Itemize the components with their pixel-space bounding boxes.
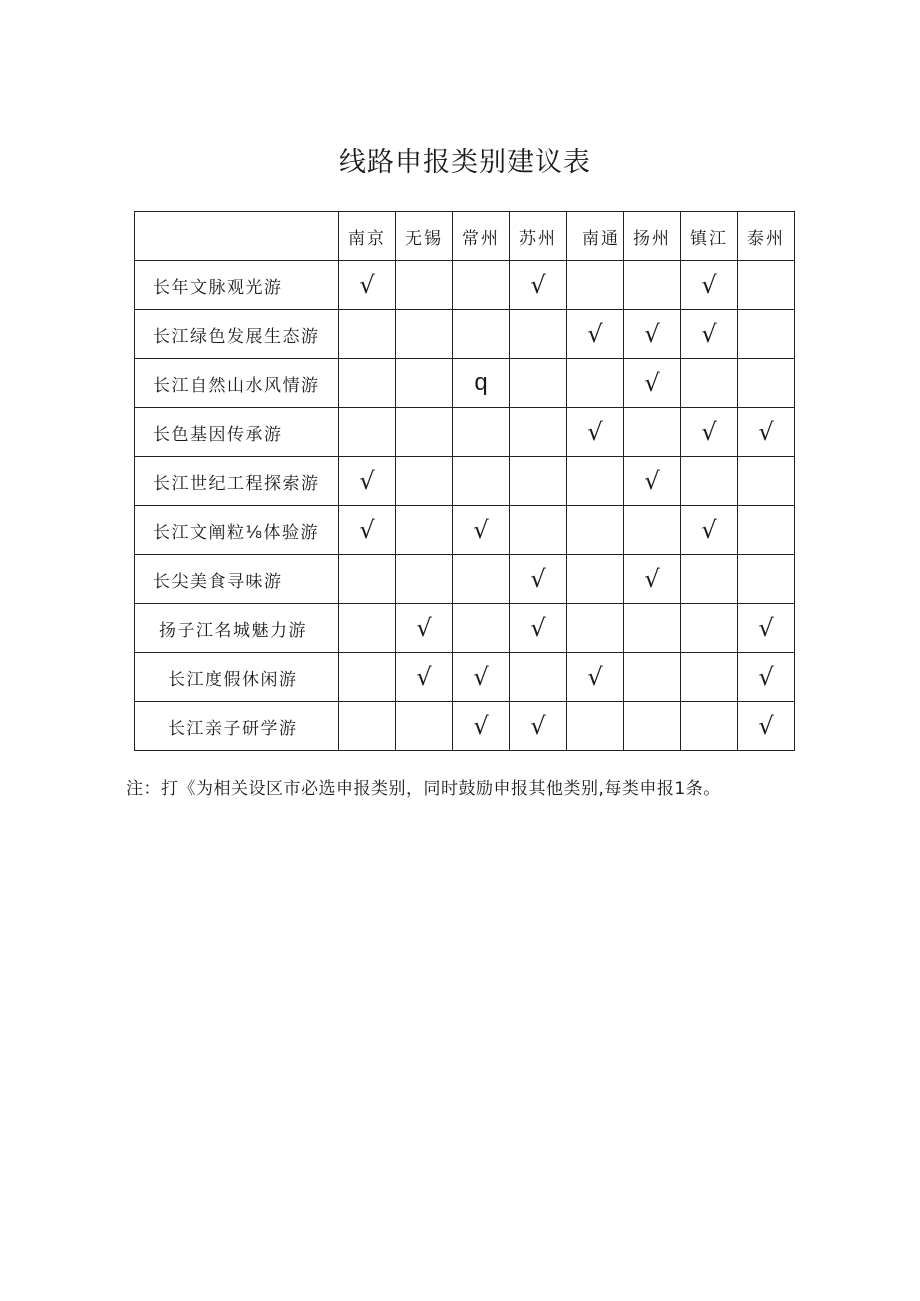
mark-cell [453,555,510,604]
table-row [135,261,795,310]
mark-cell [738,261,795,310]
route-name: 扬子江名城魅力游 [135,604,339,653]
route-name: 长色基因传承游 [135,408,339,457]
table-row [135,310,795,359]
mark-cell: √ [453,653,510,702]
mark-cell: √ [453,702,510,751]
mark-cell [681,555,738,604]
mark-cell [510,457,567,506]
mark-cell: √ [510,702,567,751]
mark-cell [738,555,795,604]
mark-cell: √ [681,506,738,555]
mark-cell: √ [396,604,453,653]
mark-cell [396,702,453,751]
route-name: 长江绿色发展生态游 [135,310,339,359]
mark-cell [624,408,681,457]
col-header: 苏州 [510,212,567,261]
route-name: 长江度假休闲游 [135,653,339,702]
table-row [135,604,795,653]
mark-cell: √ [567,653,624,702]
col-header: 南京 [339,212,396,261]
mark-cell: √ [510,261,567,310]
col-header: 镇江 [681,212,738,261]
col-header: 扬州 [624,212,681,261]
mark-cell [624,506,681,555]
mark-cell: √ [624,555,681,604]
mark-cell [396,555,453,604]
mark-cell: √ [567,408,624,457]
mark-cell [738,359,795,408]
route-name: 长江文阐粒⅛体验游 [135,506,339,555]
col-header: 泰州 [738,212,795,261]
mark-cell: √ [510,604,567,653]
mark-cell [339,408,396,457]
col-header: 常州 [453,212,510,261]
mark-cell: √ [738,604,795,653]
mark-cell: √ [681,261,738,310]
mark-cell: √ [396,653,453,702]
mark-cell [624,261,681,310]
mark-cell [396,506,453,555]
mark-cell: √ [624,457,681,506]
route-name: 长江亲子研学游 [135,702,339,751]
page-title: 线路申报类别建议表 [339,147,591,178]
mark-cell: √ [453,506,510,555]
mark-cell [681,457,738,506]
mark-cell: √ [681,408,738,457]
mark-cell [510,310,567,359]
mark-cell [339,702,396,751]
mark-cell [396,457,453,506]
mark-cell: √ [339,261,396,310]
mark-cell [624,653,681,702]
col-header: 无锡 [396,212,453,261]
route-name: 长江自然山水风情游 [135,359,339,408]
mark-cell: √ [339,506,396,555]
mark-cell [738,457,795,506]
table-row [135,653,795,702]
mark-cell [681,653,738,702]
mark-cell: √ [567,310,624,359]
mark-cell: √ [339,457,396,506]
table-row [135,702,795,751]
mark-cell [567,604,624,653]
mark-cell [567,457,624,506]
header-row [135,212,795,261]
mark-cell [567,261,624,310]
mark-cell [453,261,510,310]
table-row [135,359,795,408]
table-row [135,457,795,506]
mark-cell [624,604,681,653]
mark-cell [453,408,510,457]
mark-cell [339,359,396,408]
mark-cell [567,506,624,555]
mark-cell [681,604,738,653]
mark-cell: √ [738,653,795,702]
mark-cell: √ [510,555,567,604]
mark-cell [453,604,510,653]
table-row [135,408,795,457]
mark-cell [339,604,396,653]
footnote: 注：打《为相关设区市必选申报类别，同时鼓励申报其他类别,每类申报1条。 [126,779,721,799]
mark-cell: √ [738,702,795,751]
mark-cell: √ [624,359,681,408]
mark-cell [567,702,624,751]
table-row [135,555,795,604]
mark-cell [453,457,510,506]
mark-cell: q [453,359,510,408]
mark-cell [339,653,396,702]
corner-cell [135,212,339,261]
mark-cell [339,310,396,359]
mark-cell [681,702,738,751]
route-category-table [134,211,795,751]
mark-cell: √ [624,310,681,359]
mark-cell: √ [681,310,738,359]
route-name: 长年文脉观光游 [135,261,339,310]
mark-cell [396,408,453,457]
mark-cell [510,359,567,408]
mark-cell: √ [738,408,795,457]
route-name: 长尖美食寻味游 [135,555,339,604]
table-row [135,506,795,555]
mark-cell [567,359,624,408]
mark-cell [624,702,681,751]
route-name: 长江世纪工程探索游 [135,457,339,506]
mark-cell [738,506,795,555]
mark-cell [510,408,567,457]
mark-cell [396,310,453,359]
mark-cell [681,359,738,408]
mark-cell [396,359,453,408]
mark-cell [510,506,567,555]
mark-cell [567,555,624,604]
mark-cell [510,653,567,702]
col-header: 南通 [567,212,624,261]
mark-cell [738,310,795,359]
mark-cell [339,555,396,604]
mark-cell [396,261,453,310]
mark-cell [453,310,510,359]
